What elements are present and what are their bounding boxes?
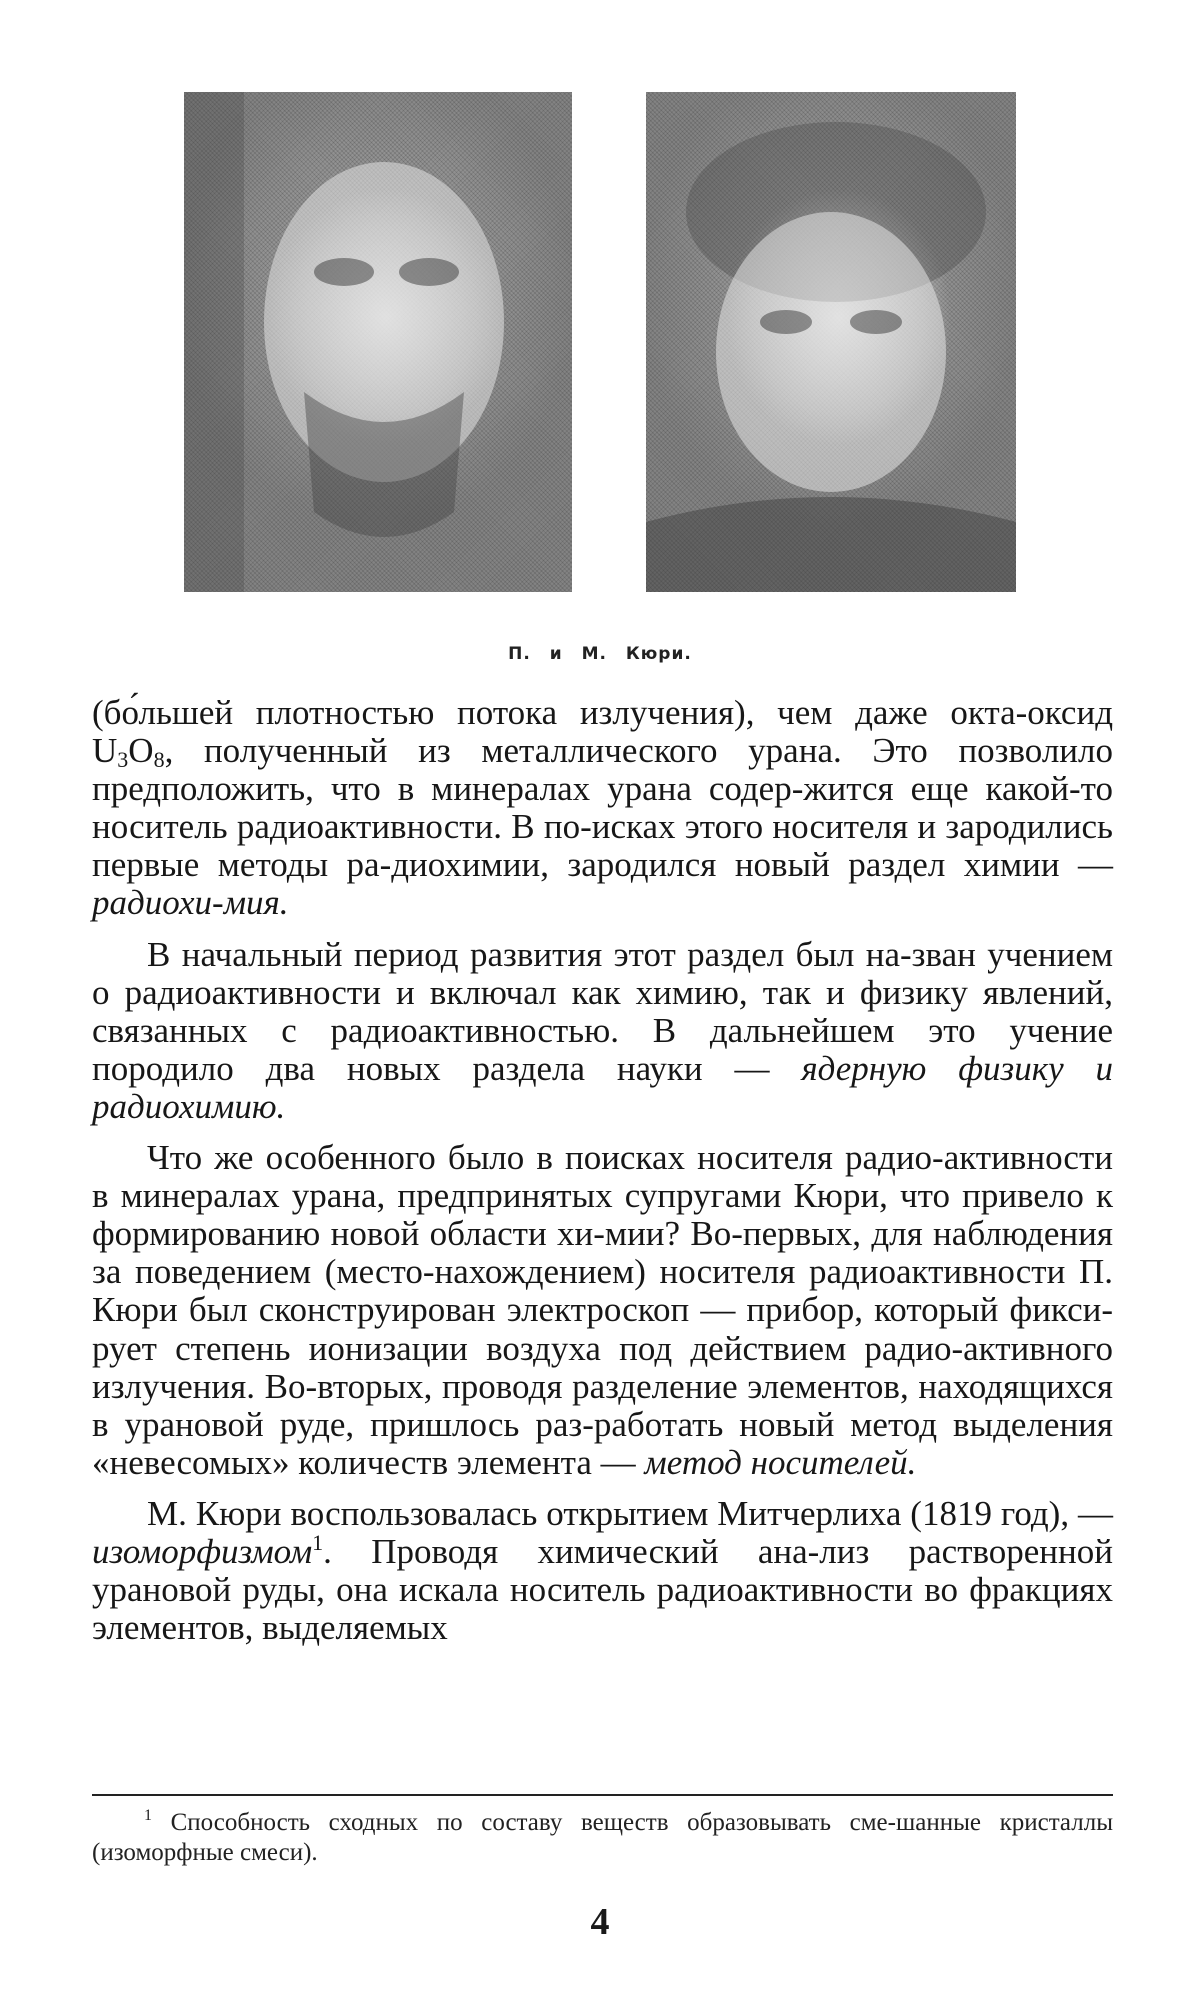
paragraph-text: В начальный период развития этот раздел был на-зван учением о радиоактивности и включал как химию, так и физику явлений, связанных с радиоактивностью. В дальнейшем это учение породило два новых раздела науки —	[92, 934, 1113, 1088]
paragraph-text: М. Кюри воспользовалась открытием Митчерлиха (1819 год), —	[147, 1493, 1113, 1533]
footnote	[92, 1808, 1113, 1868]
italic-term: ядерную физику и радиохимию.	[92, 1048, 1113, 1126]
paragraph-1	[92, 694, 1113, 923]
italic-term: изоморфизмом	[92, 1531, 313, 1571]
paragraph-4	[92, 1495, 1113, 1647]
figure-caption: П. и М. Кюри.	[508, 644, 692, 664]
italic-term: радиохи-мия.	[92, 883, 289, 923]
footnote-mark: 1	[144, 1807, 152, 1824]
footnote-divider	[92, 1794, 1113, 1796]
portrait-photo-left	[184, 92, 572, 592]
italic-term: метод носителей.	[644, 1442, 917, 1482]
portrait-photo-right	[646, 92, 1016, 592]
paragraph-text: (бо́льшей плотностью потока излучения), чем даже окта-оксид U	[92, 693, 1113, 771]
portrait-shading	[184, 92, 572, 592]
paragraph-2	[92, 936, 1113, 1126]
footnote-text: Способность сходных по составу веществ образовывать сме-шанные кристаллы (изоморфные смеси).	[92, 1809, 1113, 1866]
paragraph-text: , полученный из металлического урана. Это позволило предположить, что в минералах урана содер-жится еще какой-то носитель радиоактивности. В по-исках этого носителя и зародились первые методы ра-диохимии, зародился новый раздел химии —	[92, 731, 1113, 885]
paragraph-3	[92, 1139, 1113, 1482]
paragraph-text: . Проводя химический ана-лиз растворенной урановой руды, она искала носитель радиоактивности во фракциях элементов, выделяемых	[92, 1531, 1113, 1648]
page-number: 4	[590, 1901, 610, 1943]
subscript: 8	[153, 747, 165, 773]
footnote-reference: 1	[312, 1529, 324, 1555]
subscript: 3	[117, 747, 129, 773]
body-text	[92, 694, 1113, 1647]
paragraph-text: O	[128, 731, 154, 771]
paragraph-text: Что же особенного было в поисках носителя радио-активности в минералах урана, предпринятых супругами Кюри, что привело к формированию новой области хи-мии? Во-первых, для наблюдения за поведением (место-нахождением) носителя радиоактивности П. Кюри был сконструирован электроскоп — прибор, который фикси-рует степень ионизации воздуха под действием радио-активного излучения. Во-вторых, проводя разделение элементов, находящихся в урановой руде, пришлось раз-работать новый метод выделения «невесомых» количеств элемента —	[92, 1138, 1113, 1482]
portrait-shading	[646, 92, 1016, 592]
